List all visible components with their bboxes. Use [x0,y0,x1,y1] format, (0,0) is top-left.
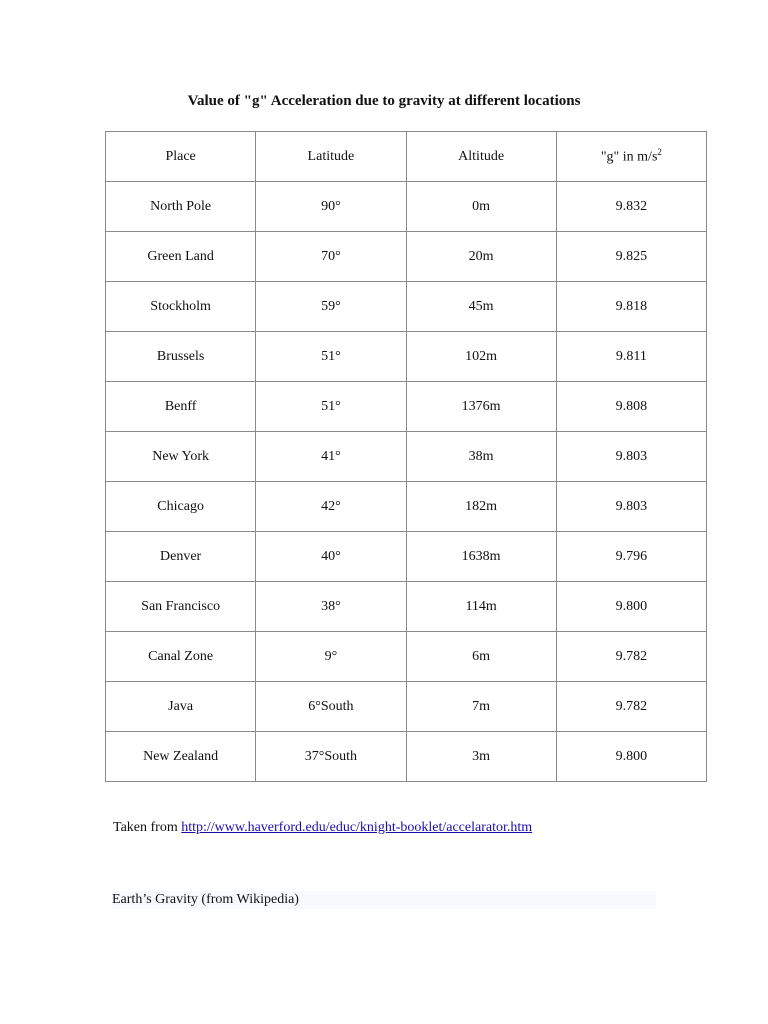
cell-place: Stockholm [106,282,256,332]
cell-g: 9.825 [556,232,706,282]
cell-place: New Zealand [106,732,256,782]
cell-altitude: 20m [406,232,556,282]
cell-g: 9.782 [556,682,706,732]
cell-latitude: 70° [256,232,406,282]
cell-altitude: 1376m [406,382,556,432]
table-row [106,432,707,482]
cell-g: 9.808 [556,382,706,432]
cell-place: Java [106,682,256,732]
cell-place: Denver [106,532,256,582]
cell-g: 9.818 [556,282,706,332]
cell-latitude: 9° [256,632,406,682]
cell-g: 9.782 [556,632,706,682]
cell-latitude: 40° [256,532,406,582]
cell-latitude: 37°South [256,732,406,782]
cell-latitude: 51° [256,382,406,432]
earth-gravity-line: Earth’s Gravity (from Wikipedia) [112,891,656,909]
cell-g: 9.832 [556,182,706,232]
cell-altitude: 38m [406,432,556,482]
cell-altitude: 7m [406,682,556,732]
table-row [106,282,707,332]
cell-place: North Pole [106,182,256,232]
document-title: Value of "g" Acceleration due to gravity at different locations [187,93,581,109]
cell-altitude: 182m [406,482,556,532]
table-body [106,182,707,782]
cell-g: 9.811 [556,332,706,382]
table-row [106,682,707,732]
table-row [106,182,707,232]
table-row [106,732,707,782]
cell-latitude: 90° [256,182,406,232]
table-row [106,482,707,532]
table-row [106,582,707,632]
source-link[interactable]: http://www.haverford.edu/educ/knight-booklet/accelarator.htm [181,820,533,835]
cell-g: 9.803 [556,482,706,532]
cell-place: Green Land [106,232,256,282]
header-altitude: Altitude [406,132,556,182]
cell-place: Brussels [106,332,256,382]
source-line [113,820,532,836]
header-place: Place [106,132,256,182]
header-g-superscript: 2 [657,147,662,158]
cell-place: Canal Zone [106,632,256,682]
source-prefix: Taken from [113,820,182,835]
cell-altitude: 3m [406,732,556,782]
cell-latitude: 42° [256,482,406,532]
gravity-table [105,131,707,782]
cell-g: 9.800 [556,732,706,782]
table-row [106,632,707,682]
header-latitude: Latitude [256,132,406,182]
cell-altitude: 6m [406,632,556,682]
cell-altitude: 45m [406,282,556,332]
cell-latitude: 51° [256,332,406,382]
cell-place: San Francisco [106,582,256,632]
table-header-row [106,132,707,182]
table-row [106,332,707,382]
table-row [106,532,707,582]
table-row [106,382,707,432]
cell-latitude: 41° [256,432,406,482]
header-g [556,132,706,182]
cell-latitude: 38° [256,582,406,632]
cell-place: New York [106,432,256,482]
cell-altitude: 102m [406,332,556,382]
table-row [106,232,707,282]
cell-g: 9.800 [556,582,706,632]
cell-g: 9.796 [556,532,706,582]
cell-place: Chicago [106,482,256,532]
cell-g: 9.803 [556,432,706,482]
cell-latitude: 59° [256,282,406,332]
cell-latitude: 6°South [256,682,406,732]
header-g-label: "g" in m/s [600,149,658,165]
cell-altitude: 114m [406,582,556,632]
cell-place: Benff [106,382,256,432]
cell-altitude: 0m [406,182,556,232]
cell-altitude: 1638m [406,532,556,582]
